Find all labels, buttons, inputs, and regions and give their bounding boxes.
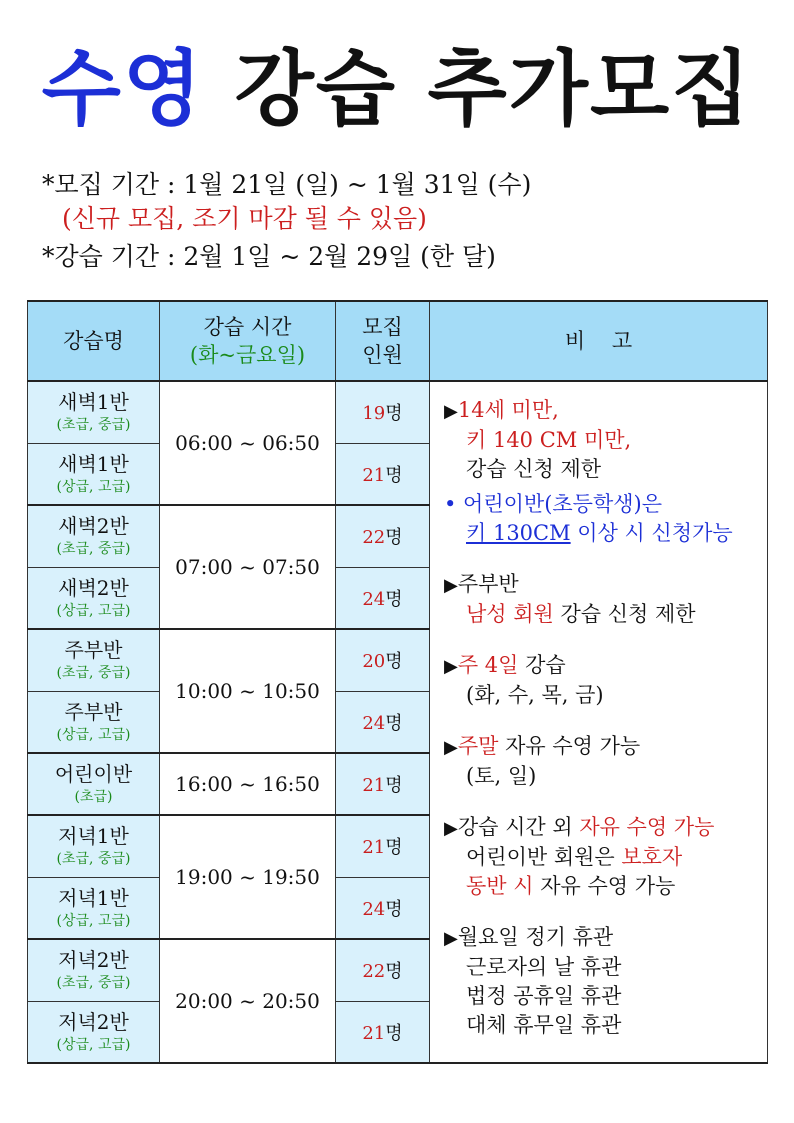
note-housewife: ▶주부반 남성 회원 강습 신청 제한 [444, 572, 696, 626]
arrow-icon: ▶ [444, 928, 458, 949]
capacity-cell: 22명 [336, 939, 430, 1001]
time-cell: 16:00 ~ 16:50 [160, 753, 336, 815]
note-closed: ▶월요일 정기 휴관 근로자의 날 휴관 법정 공휴일 휴관 대체 휴무일 휴관 [444, 925, 622, 1037]
arrow-icon: ▶ [444, 656, 458, 677]
schedule-table [27, 300, 768, 1064]
arrow-icon: ▶ [444, 401, 458, 422]
arrow-icon: ▶ [444, 737, 458, 758]
time-cell: 07:00 ~ 07:50 [160, 505, 336, 629]
class-cell: 주부반 (상급, 고급) [28, 691, 160, 753]
header-capacity: 모집 인원 [336, 301, 430, 381]
note-weekend: ▶주말 자유 수영 가능 (토, 일) [444, 734, 641, 788]
capacity-cell: 19명 [336, 381, 430, 443]
class-cell: 주부반 (초급, 중급) [28, 629, 160, 691]
page-title [0, 40, 794, 140]
class-cell: 저녁1반 (상급, 고급) [28, 877, 160, 939]
recruit-period: *모집 기간 : 1월 21일 (일) ~ 1월 31일 (수) [42, 170, 532, 199]
class-cell: 새벽2반 (초급, 중급) [28, 505, 160, 567]
class-cell: 새벽2반 (상급, 고급) [28, 567, 160, 629]
class-cell: 새벽1반 (상급, 고급) [28, 443, 160, 505]
class-cell: 저녁2반 (초급, 중급) [28, 939, 160, 1001]
capacity-cell: 21명 [336, 815, 430, 877]
recruit-note: (신규 모집, 조기 마감 될 수 있음) [62, 204, 427, 233]
header-time-sub: (화~금요일) [189, 343, 306, 367]
capacity-cell: 21명 [336, 443, 430, 505]
title-highlight: 수영 [41, 42, 205, 137]
capacity-cell: 20명 [336, 629, 430, 691]
capacity-cell: 24명 [336, 691, 430, 753]
arrow-icon: ▶ [444, 818, 458, 839]
header-time: 강습 시간 (화~금요일) [160, 301, 336, 381]
capacity-cell: 21명 [336, 1001, 430, 1063]
capacity-cell: 21명 [336, 753, 430, 815]
time-cell: 10:00 ~ 10:50 [160, 629, 336, 753]
arrow-icon: ▶ [444, 575, 458, 596]
title-rest: 강습 추가모집 [234, 42, 753, 137]
class-cell: 어린이반 (초급) [28, 753, 160, 815]
capacity-cell: 22명 [336, 505, 430, 567]
class-cell: 저녁2반 (상급, 고급) [28, 1001, 160, 1063]
capacity-cell: 24명 [336, 567, 430, 629]
lesson-period: *강습 기간 : 2월 1일 ~ 2월 29일 (한 달) [42, 242, 496, 271]
capacity-cell: 24명 [336, 877, 430, 939]
class-cell: 새벽1반 (초급, 중급) [28, 381, 160, 443]
table-row [28, 381, 768, 443]
time-cell: 20:00 ~ 20:50 [160, 939, 336, 1063]
header-note: 비 고 [430, 301, 768, 381]
note-days: ▶주 4일 강습 (화, 수, 목, 금) [444, 653, 604, 707]
note-free-swim: ▶강습 시간 외 자유 수영 가능 어린이반 회원은 보호자 동반 시 자유 수영 가능 [444, 815, 715, 898]
time-cell: 06:00 ~ 06:50 [160, 381, 336, 505]
table-header [28, 301, 768, 381]
header-class: 강습명 [28, 301, 160, 381]
time-cell: 19:00 ~ 19:50 [160, 815, 336, 939]
notes-cell [430, 381, 768, 1063]
note-age-limit: ▶14세 미만, 키 140 CM 미만, 강습 신청 제한 • 어린이반(초등학생)은 키 130CM 이상 시 신청가능 [444, 398, 733, 545]
class-cell: 저녁1반 (초급, 중급) [28, 815, 160, 877]
